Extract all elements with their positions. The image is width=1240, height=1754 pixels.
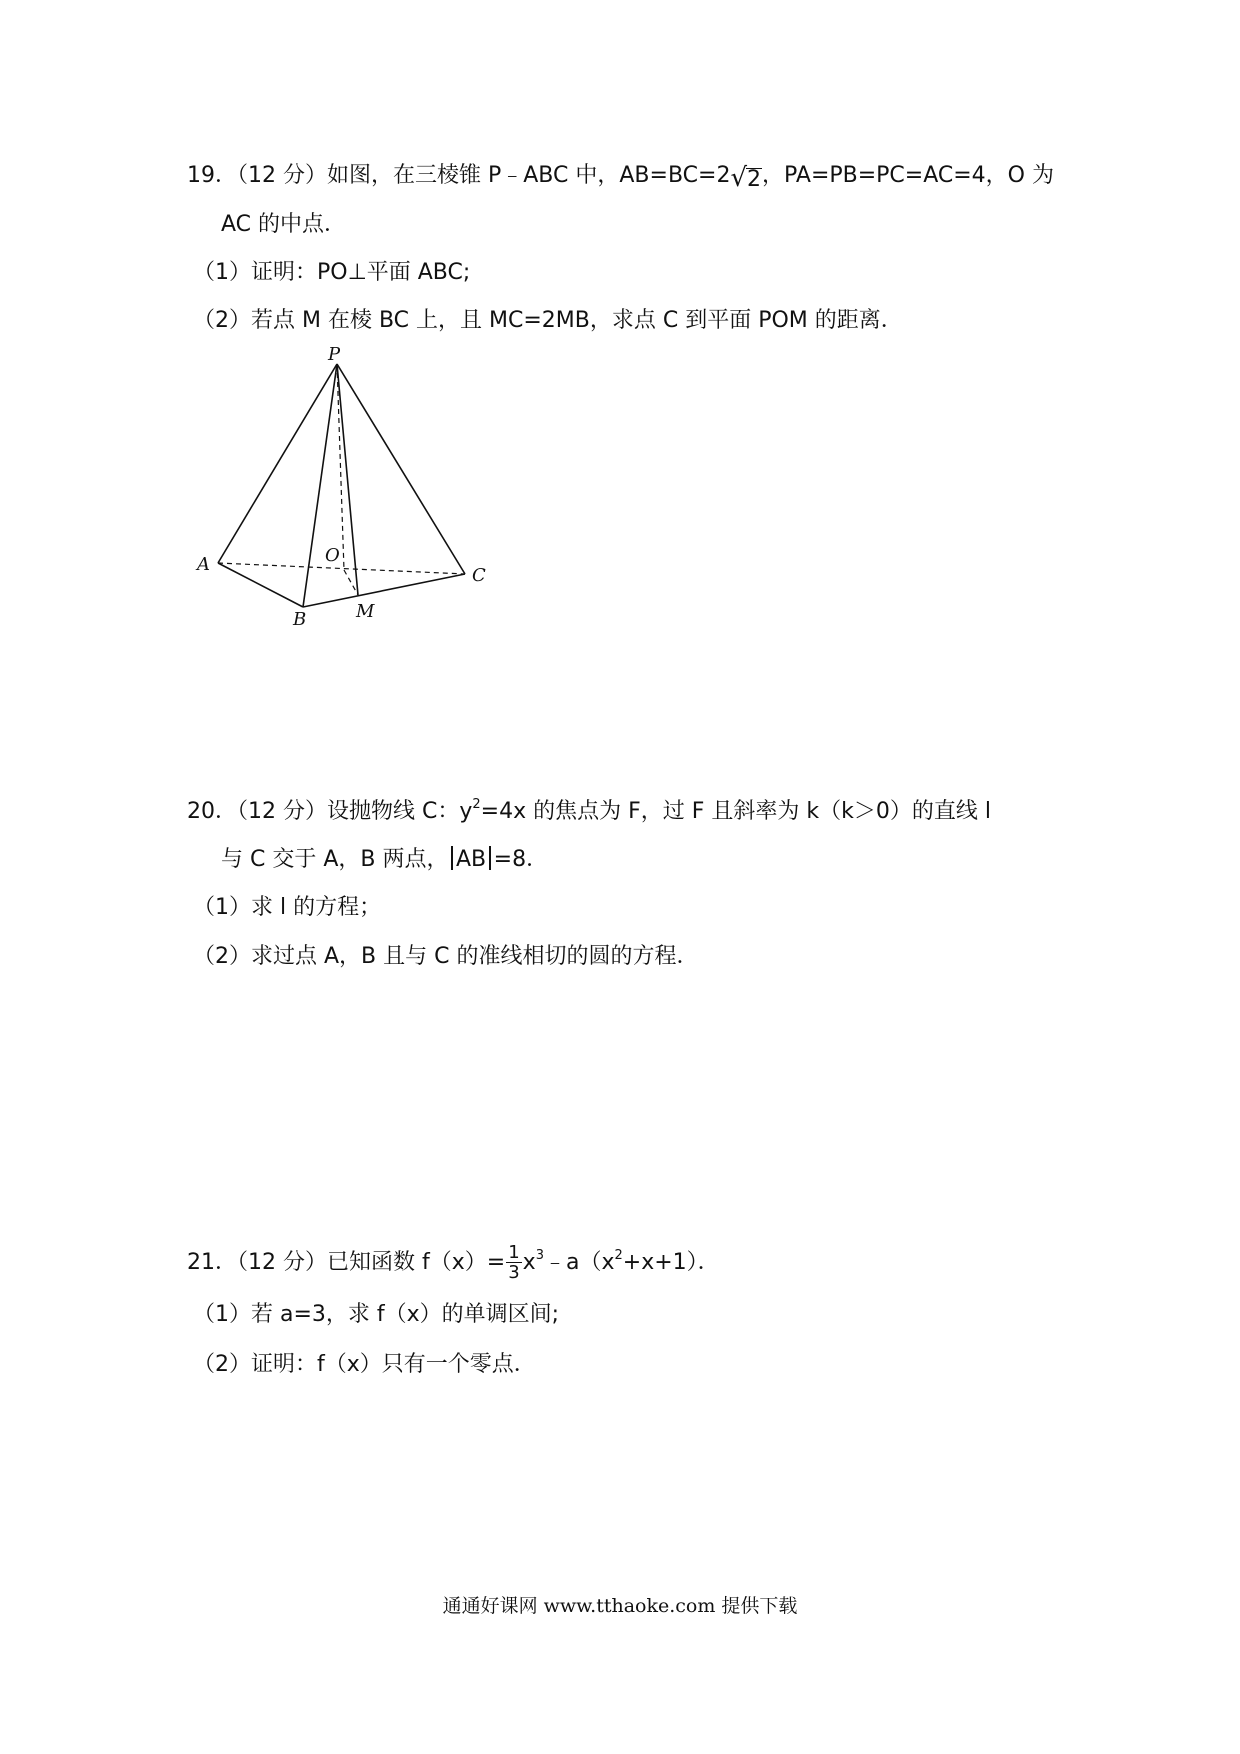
- edge-pc: [337, 364, 465, 574]
- q21-stem-b: ﹣a（x: [543, 1250, 615, 1275]
- q19-pyramid-figure: [180, 340, 500, 630]
- q21-exp3: 3: [535, 1247, 544, 1263]
- edge-ac: [218, 563, 465, 574]
- q21-number: 21．: [187, 1250, 237, 1275]
- vertex-label-a: A: [197, 554, 210, 575]
- q19-sqrt-radicand: 2: [747, 167, 762, 192]
- q19-stem-b: ，PA=PB=PC=AC=4，O 为: [762, 163, 1054, 188]
- vertex-label-m: M: [356, 601, 375, 622]
- edge-pm: [337, 364, 358, 595]
- q19-part1: （1）证明：PO⊥平面 ABC;: [193, 260, 471, 285]
- q21-x-var: x: [522, 1250, 536, 1275]
- q20-abs-inner: AB: [455, 847, 487, 872]
- q21-frac-numerator: 1: [508, 1241, 520, 1263]
- q21-exp2: 2: [614, 1247, 623, 1263]
- page-footer: 通通好课网 www.tthaoke.com 提供下载: [442, 1595, 798, 1617]
- q20-score: （12 分）: [237, 799, 327, 824]
- q20-stem-a: 设抛物线 C：y: [327, 799, 473, 824]
- q21-frac-denominator: 3: [508, 1261, 520, 1283]
- q20-part1: （1）求 l 的方程；: [193, 895, 382, 920]
- q20-part2: （2）求过点 A，B 且与 C 的准线相切的圆的方程．: [193, 944, 699, 969]
- q20-number: 20．: [187, 799, 237, 824]
- q21-stem-c: +x+1）．: [622, 1250, 720, 1275]
- vertex-label-c: C: [472, 565, 486, 586]
- q20-stem-c1: 与 C 交于 A，B 两点，: [221, 847, 449, 872]
- q19-stem-a: 如图，在三棱锥 P﹣ABC 中，AB=BC=2: [327, 163, 731, 188]
- q21-part1: （1）若 a=3，求 f（x）的单调区间;: [193, 1302, 560, 1327]
- abs-bar-left: [451, 846, 453, 870]
- edge-bc: [303, 574, 465, 607]
- q21-stem-a: 已知函数 f（x）=: [327, 1250, 506, 1275]
- q20-exponent: 2: [472, 796, 481, 812]
- q21-fraction: [506, 1241, 521, 1283]
- q21-part2: （2）证明：f（x）只有一个零点．: [193, 1352, 536, 1377]
- edge-pa: [218, 364, 337, 563]
- q20-stem-line2: [221, 845, 548, 875]
- q19-number: 19．: [187, 163, 237, 188]
- edge-pb: [303, 364, 337, 607]
- q19-stem-line1: [187, 161, 1054, 191]
- q20-stem-b: =4x 的焦点为 F，过 F 且斜率为 k（k＞0）的直线 l: [480, 799, 991, 824]
- q19-part2: （2）若点 M 在棱 BC 上，且 MC=2MB，求点 C 到平面 POM 的距离．: [193, 308, 903, 333]
- vertex-label-b: B: [293, 609, 307, 630]
- abs-bar-right: [489, 846, 491, 870]
- q19-score: （12 分）: [237, 163, 327, 188]
- q19-stem-line2: AC 的中点．: [221, 212, 347, 237]
- vertex-label-p: P: [328, 344, 341, 365]
- vertex-label-o: O: [325, 545, 340, 566]
- q21-score: （12 分）: [237, 1250, 327, 1275]
- q20-stem-c2: =8．: [493, 847, 549, 872]
- edge-ab: [218, 563, 303, 607]
- q21-stem-line1: [187, 1238, 720, 1288]
- q20-stem-line1: [187, 797, 991, 827]
- q19-sqrt: √ 2: [730, 163, 762, 193]
